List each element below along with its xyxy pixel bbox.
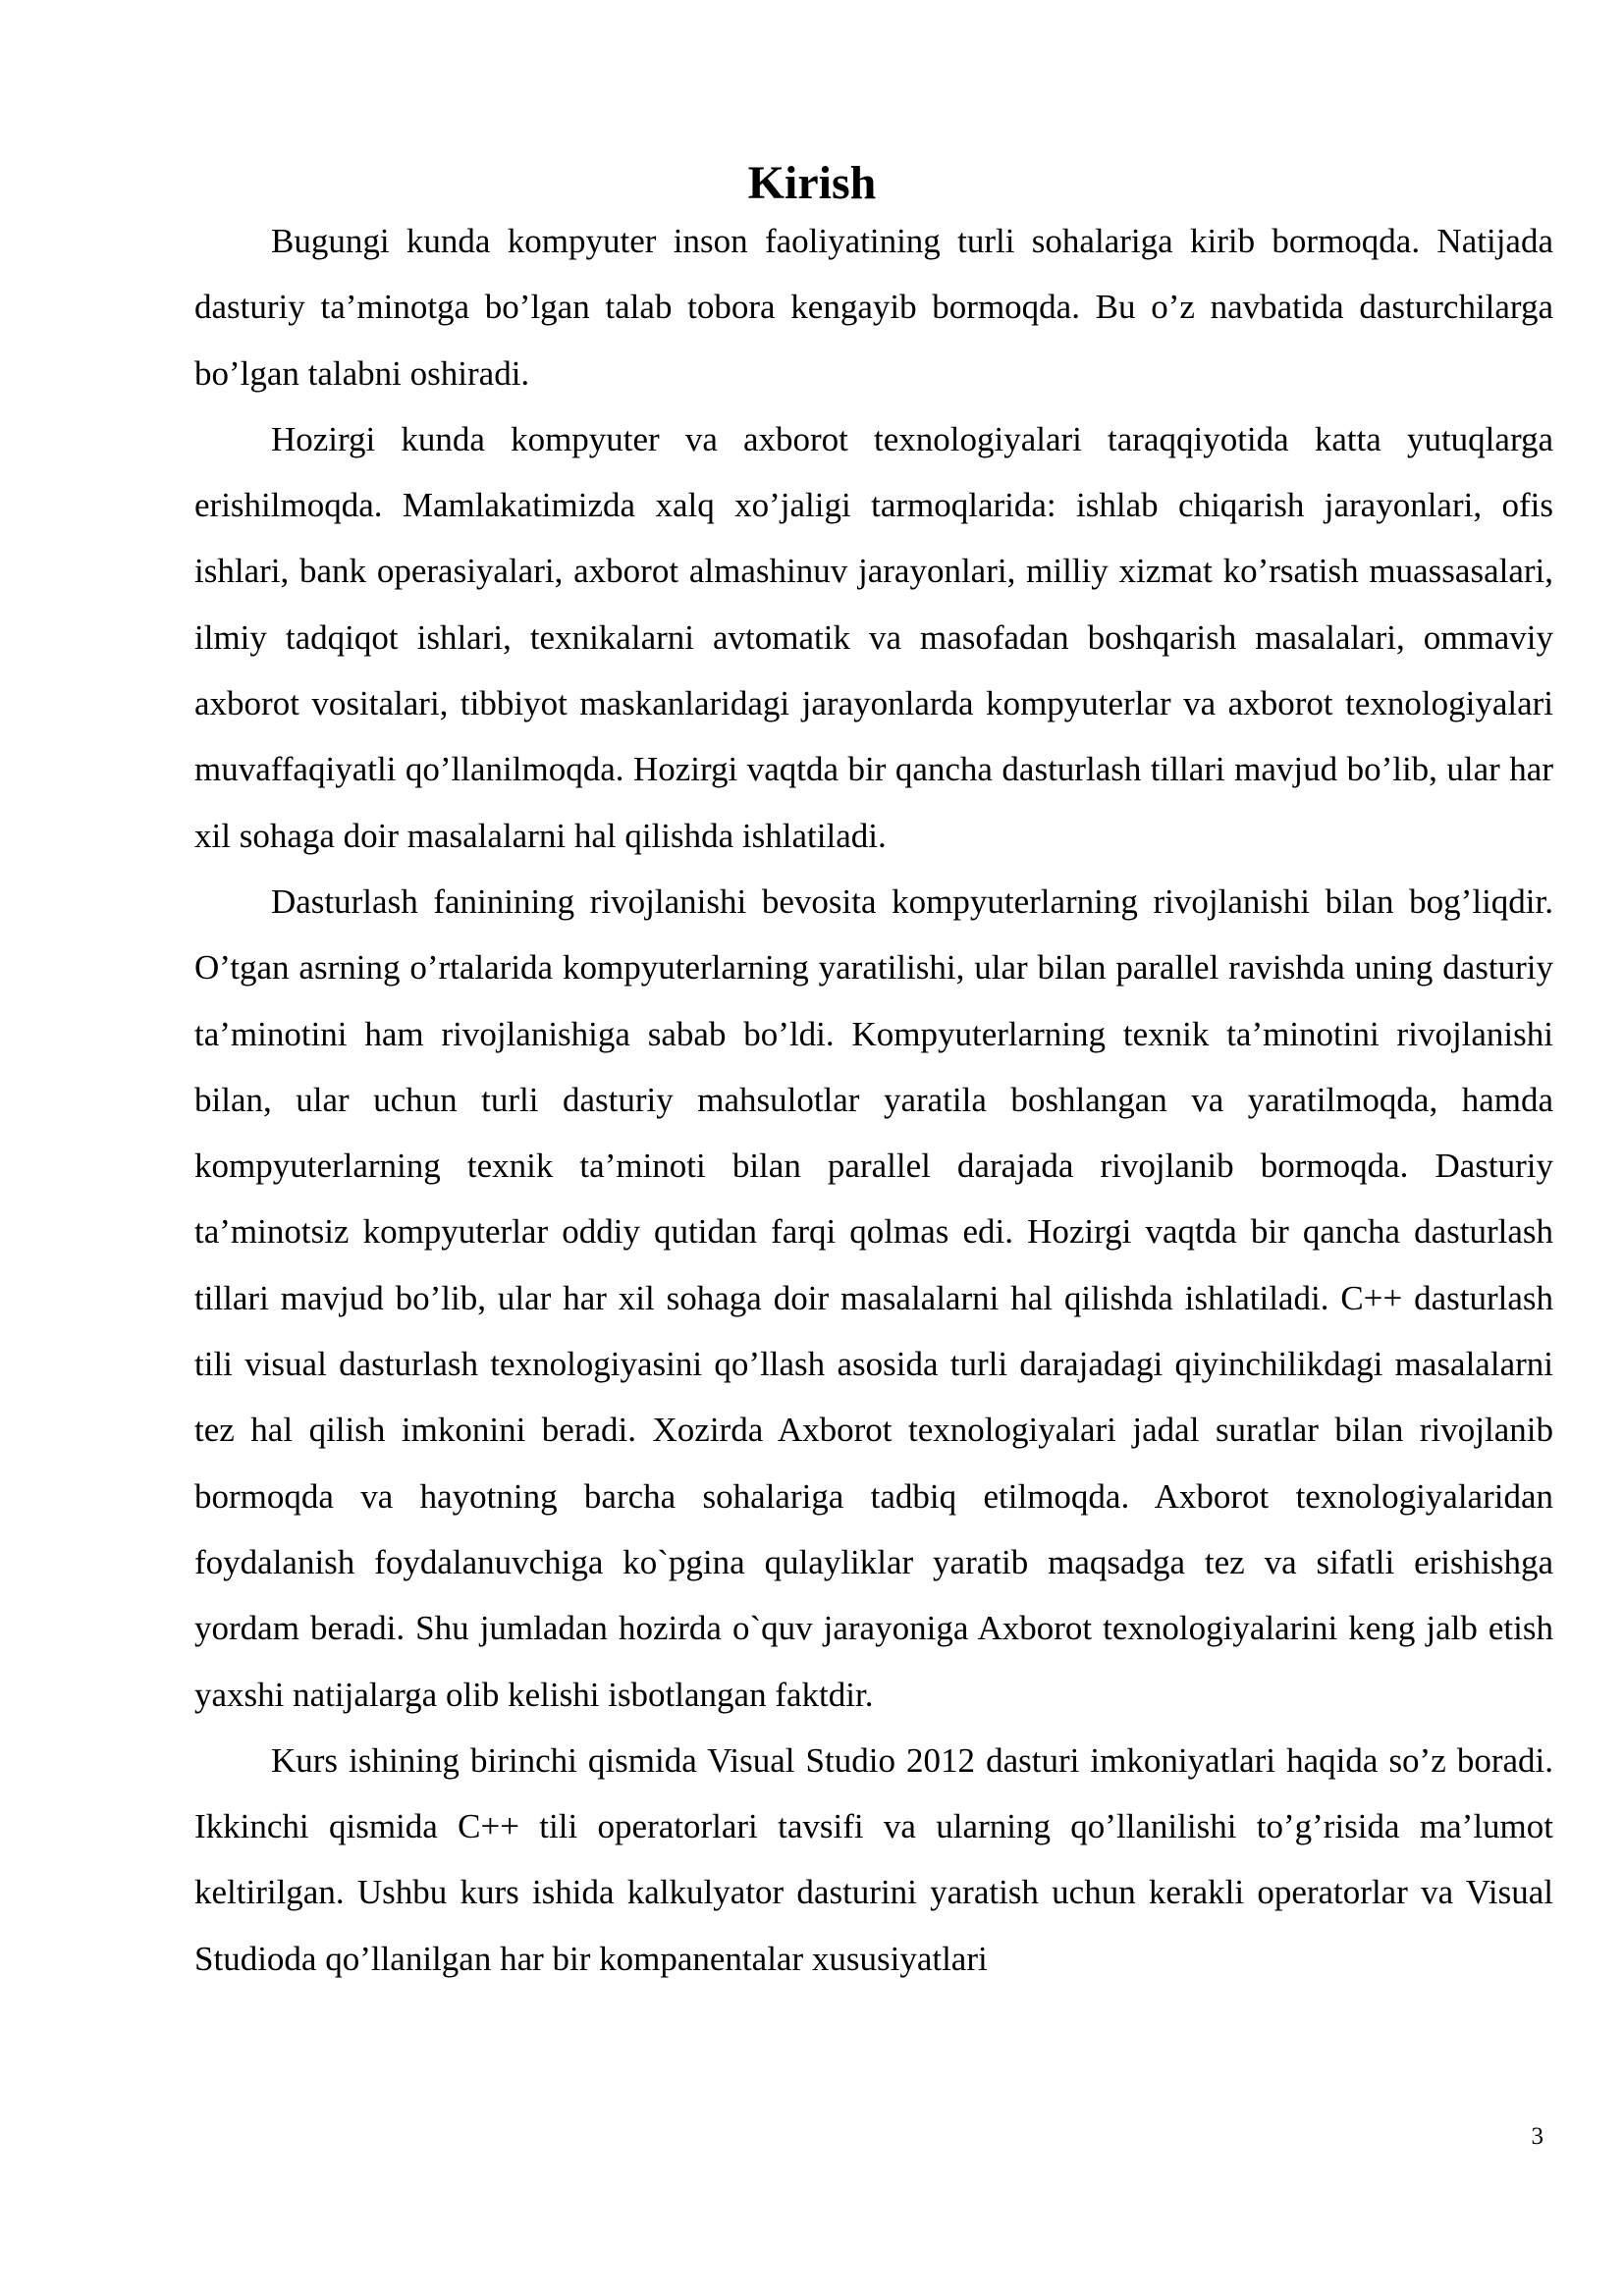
paragraph-3: Dasturlash faninining rivojlanishi bevosita kompyuterlarning rivojlanishi bilan bog’liqdir. O’tgan asrning o’rtalarida kompyuterlarning yaratilishi, ular bilan parallel ravishda uning dasturiy ta’minotini ham rivojlanishiga sabab bo’ldi. Kompyuterlarning texnik ta’minotini rivojlanishi bilan, ular uchun turli dasturiy mahsulotlar yaratila boshlangan va yaratilmoqda, hamda kompyuterlarning texnik ta’minoti bilan parallel darajada rivojlanib bormoqda. Dasturiy ta’minotsiz kompyuterlar oddiy qutidan farqi qolmas edi. Hozirgi vaqtda bir qancha dasturlash tillari mavjud bo’lib, ular har xil sohaga doir masalalarni hal qilishda ishlatiladi. C++ dasturlash tili visual dasturlash texnologiyasini qo’llash asosida turli darajadagi qiyinchilikdagi masalalarni tez hal qilish imkonini beradi. Xozirda Axborot texnologiyalari jadal suratlar bilan rivojlanib bormoqda va hayotning barcha sohalariga tadbiq etilmoqda. Axborot texnologiyalaridan foydalanish foydalanuvchiga ko`pgina qulayliklar yaratib maqsadga tez va sifatli erishishga yordam beradi. Shu jumladan hozirda o`quv jarayoniga Axborot texnologiyalarini keng jalb etish yaxshi natijalarga olib kelishi isbotlangan faktdir. — [194, 881, 1553, 1714]
body-text — [194, 208, 1553, 1992]
paragraph-2: Hozirgi kunda kompyuter va axborot texnologiyalari taraqqiyotida katta yutuqlarga erishilmoqda. Mamlakatimizda xalq xo’jaligi tarmoqlarida: ishlab chiqarish jarayonlari, ofis ishlari, bank operasiyalari, axborot almashinuv jarayonlari, milliy xizmat ko’rsatish muassasalari, ilmiy tadqiqot ishlari, texnikalarni avtomatik va masofadan boshqarish masalalari, ommaviy axborot vositalari, tibbiyot maskanlaridagi jarayonlarda kompyuterlar va axborot texnologiyalari muvaffaqiyatli qo’llanilmoqda. Hozirgi vaqtda bir qancha dasturlash tillari mavjud bo’lib, ular har xil sohaga doir masalalarni hal qilishda ishlatiladi. — [194, 419, 1553, 855]
page-number: 3 — [1531, 2123, 1543, 2150]
paragraph-4: Kurs ishining birinchi qismida Visual Studio 2012 dasturi imkoniyatlari haqida so’z boradi. Ikkinchi qismida C++ tili operatorlari tavsifi va ularning qo’llanilishi to’g’risida ma’lumot keltirilgan. Ushbu kurs ishida kalkulyator dasturini yaratish uchun kerakli operatorlar va Visual Studioda qo’llanilgan har bir kompanentalar xususiyatlari — [194, 1740, 1553, 1978]
paragraph-1: Bugungi kunda kompyuter inson faoliyatining turli sohalariga kirib bormoqda. Natijada dasturiy ta’minotga bo’lgan talab tobora kengayib bormoqda. Bu o’z navbatida dasturchilarga bo’lgan talabni oshiradi. — [194, 222, 1553, 393]
page-title: Kirish — [747, 157, 877, 209]
